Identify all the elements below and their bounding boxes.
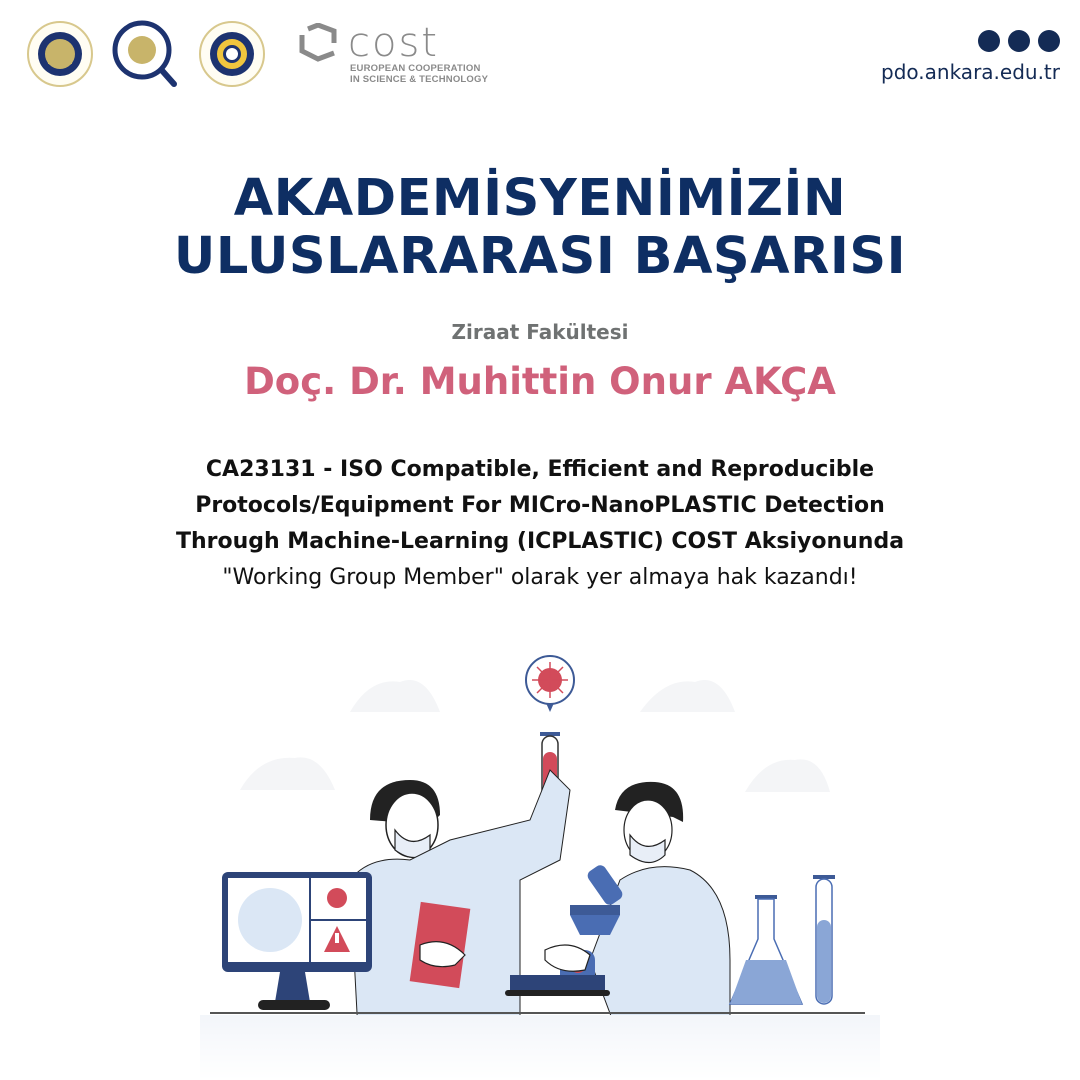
ankara-university-seal-icon xyxy=(26,20,94,88)
description-line-4: "Working Group Member" olarak yer almaya hak kazandı! xyxy=(222,565,858,590)
description-line-1: CA23131 - ISO Compatible, Efficient and Reproducible xyxy=(205,457,875,482)
flask-icon xyxy=(730,895,802,1004)
dots-decoration-icon xyxy=(978,30,1060,52)
faculty-label: Ziraat Fakültesi xyxy=(451,320,629,344)
person-name: Doç. Dr. Muhittin Onur AKÇA xyxy=(244,360,836,403)
header-logos xyxy=(26,20,488,88)
website-link[interactable]: pdo.ankara.edu.tr xyxy=(881,60,1060,84)
title-line-1: AKADEMİSYENİMİZİN xyxy=(233,169,847,228)
cost-logo xyxy=(294,20,489,85)
cost-hexagon-icon xyxy=(294,23,342,63)
cost-wordmark: cost xyxy=(348,20,439,66)
top-right xyxy=(881,30,1060,84)
description-line-3: Through Machine-Learning (ICPLASTIC) COST Aksiyonunda xyxy=(175,529,905,554)
description-line-2: Protocols/Equipment For MICro-NanoPLASTIC Detection xyxy=(195,493,885,518)
ziraat-faculty-seal-icon xyxy=(198,20,266,88)
virus-bubble-icon xyxy=(526,656,574,712)
cost-subtitle-1: EUROPEAN COOPERATION xyxy=(350,63,481,74)
monitor-icon xyxy=(222,872,372,1010)
test-tube-icon xyxy=(813,875,835,1004)
title-line-2: ULUSLARARASI BAŞARISI xyxy=(173,227,907,286)
lab-scientists-illustration xyxy=(200,640,880,1080)
cost-subtitle-2: IN SCIENCE & TECHNOLOGY xyxy=(350,74,489,85)
page-title xyxy=(0,170,1080,286)
research-seal-magnifier-icon xyxy=(112,20,180,88)
description xyxy=(0,452,1080,596)
